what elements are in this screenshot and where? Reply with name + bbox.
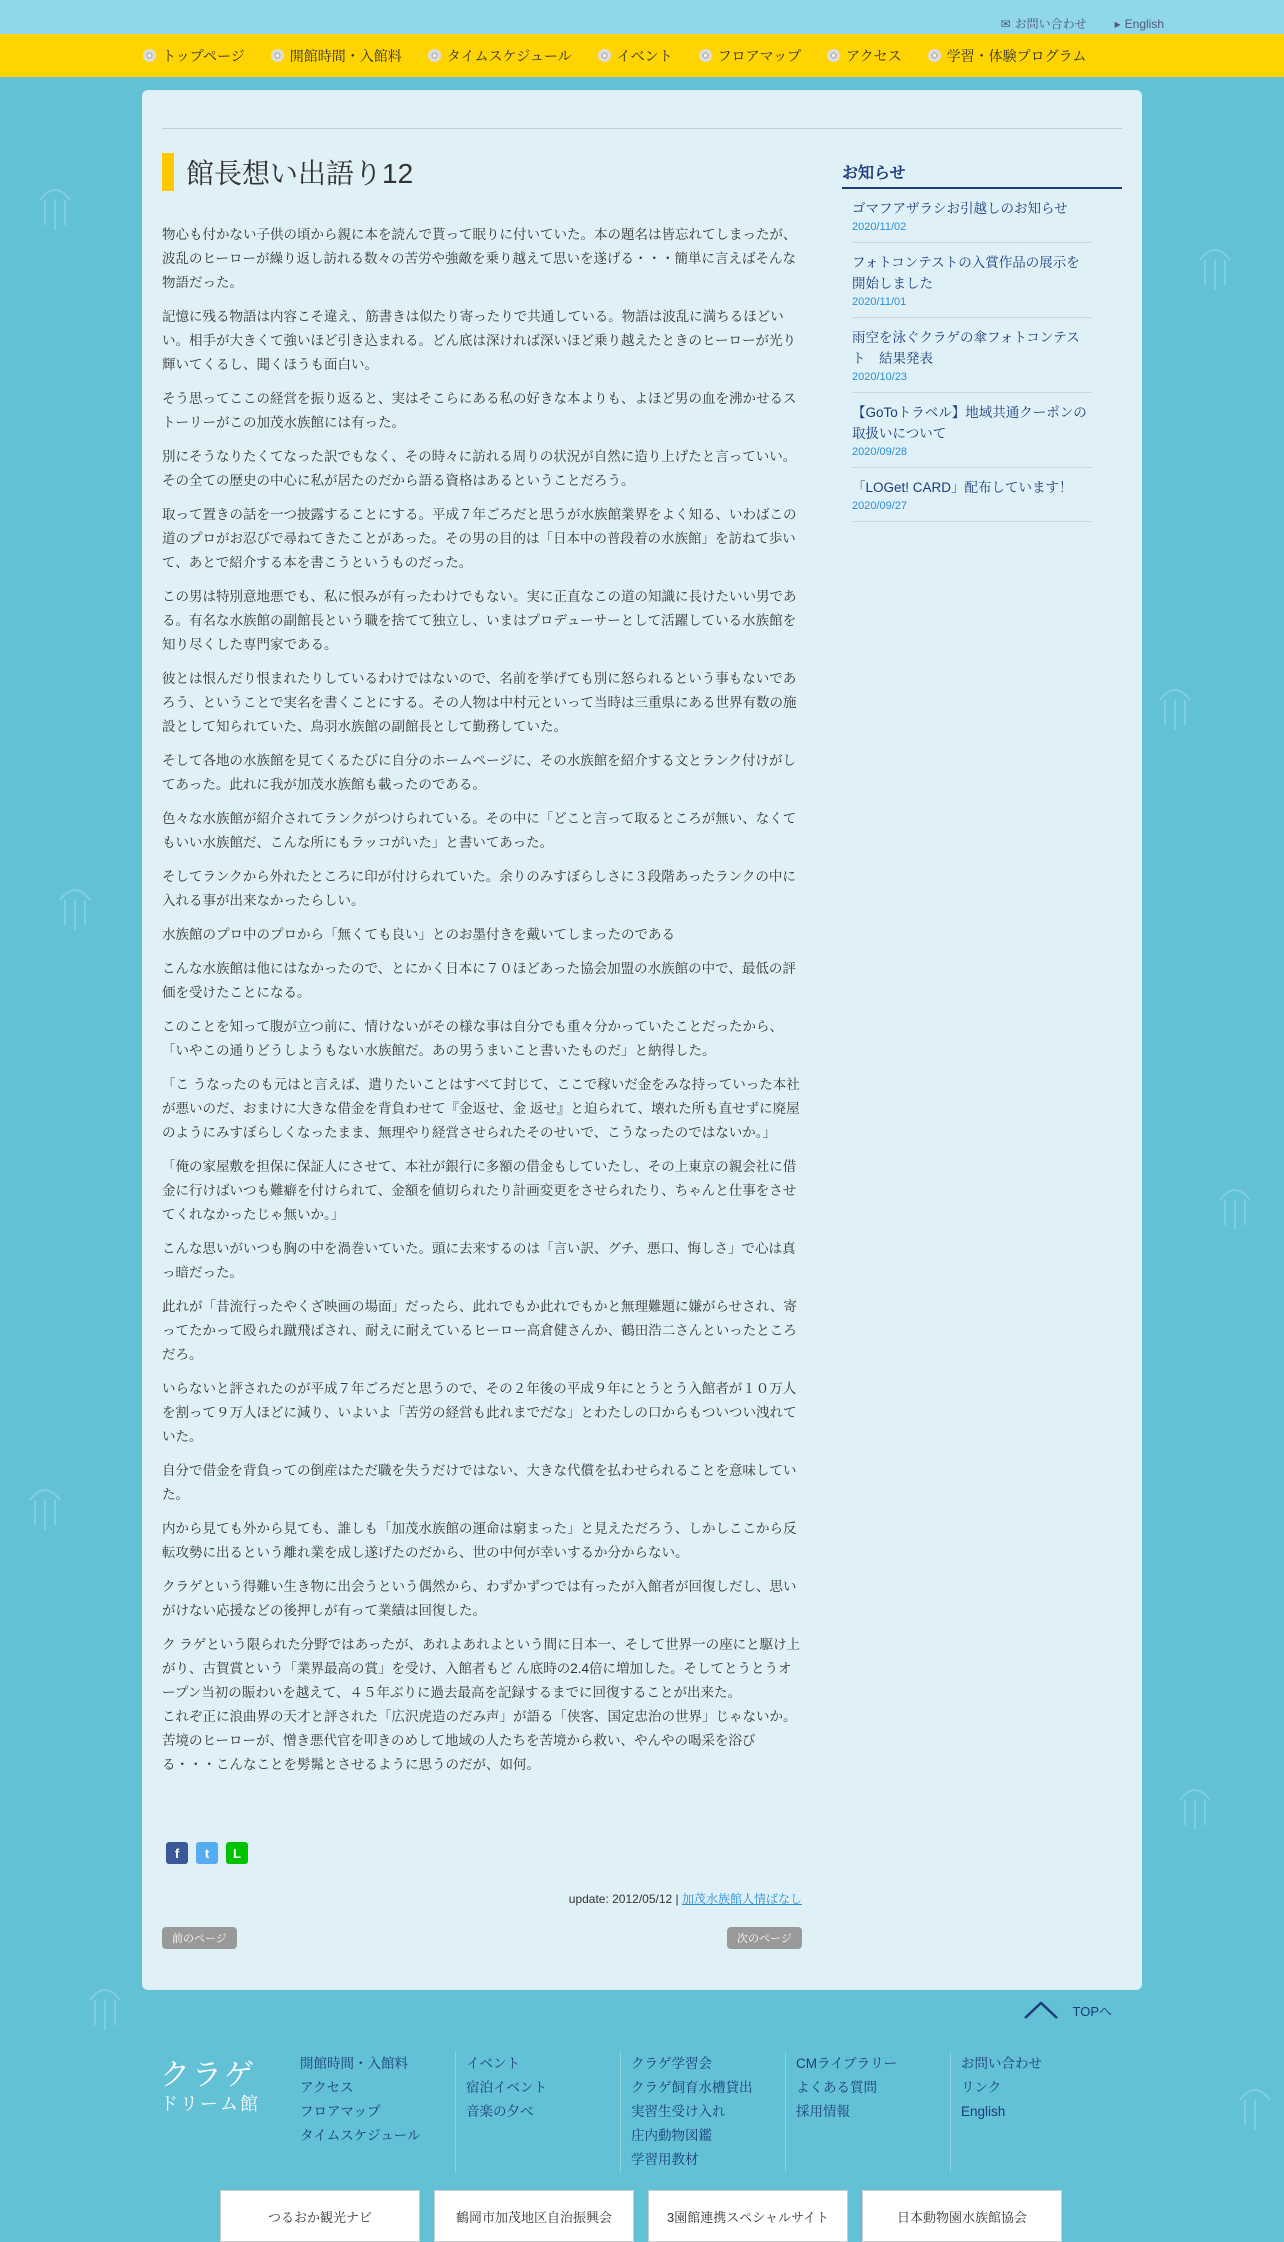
article-paragraph: 記憶に残る物語は内容こそ違え、筋書きは似たり寄ったりで共通している。物語は波乱に満ちるほどいい。相手が大きくて強いほど引き込まれる。どん底は深ければ深いほど乗り越えたときのヒーローが光り輝いてくるし、聞くほうも面白い。: [162, 309, 796, 372]
line-share-icon[interactable]: L: [226, 1842, 248, 1864]
footer-column: [950, 2052, 1115, 2172]
article-paragraph: 取って置きの話を一つ披露することにする。平成７年ごろだと思うが水族館業界をよく知る、いわばこの道のプロがお忍びで尋ねてきたことがあった。その男の目的は「日本中の普段着の水族館」を訪ねて歩いて、あとで紹介する本を書こうというものだった。: [162, 507, 797, 570]
footer-link[interactable]: 音楽の夕べ: [466, 2104, 534, 2119]
footer-column: [290, 2052, 455, 2172]
news-item[interactable]: [852, 243, 1092, 318]
next-page-button[interactable]: 次のページ: [727, 1927, 802, 1949]
footer-link[interactable]: よくある質問: [796, 2080, 877, 2095]
footer-banners: [220, 2190, 1062, 2242]
category-link[interactable]: 加茂水族館人情ばなし: [681, 1892, 802, 1906]
article-paragraph: そう思ってここの経営を振り返ると、実はそこらにある私の好きな本よりも、よほど男の血を沸かせるストーリーがこの加茂水族館には有った。: [162, 391, 797, 430]
article-paragraph: こんな水族館は他にはなかったので、とにかく日本に７０ほどあった協会加盟の水族館の中で、最低の評価を受けたことになる。: [162, 961, 796, 1000]
title-accent-bar: [162, 153, 174, 191]
contact-link[interactable]: ✉ お問い合わせ: [1000, 16, 1087, 31]
back-to-top-button[interactable]: TOPへ: [1023, 2000, 1113, 2020]
news-date: 2020/09/27: [852, 500, 908, 512]
nav-item-label: フロアマップ: [717, 47, 802, 64]
twitter-share-icon[interactable]: t: [196, 1842, 218, 1864]
news-item[interactable]: [852, 393, 1092, 468]
top-utility-bar: [0, 0, 1284, 34]
main-panel: [142, 90, 1142, 1990]
footer-link[interactable]: クラゲ学習会: [631, 2056, 712, 2071]
bullet-icon: [598, 49, 611, 62]
news-title: 「LOGet! CARD」配布しています！: [852, 480, 1073, 495]
footer-link[interactable]: リンク: [961, 2080, 1002, 2095]
footer-banner[interactable]: 3園館連携スペシャルサイト: [648, 2190, 848, 2242]
footer-link[interactable]: タイムスケジュール: [300, 2128, 421, 2143]
news-list: [842, 189, 1122, 522]
footer-link[interactable]: お問い合わせ: [961, 2056, 1042, 2071]
news-date: 2020/09/28: [852, 446, 908, 458]
article-paragraph: 物心も付かない子供の頃から親に本を読んで貰って眠りに付いていた。本の題名は皆忘れてしまったが、波乱のヒーローが繰り返し訪れる数々の苦労や強敵を乗り越えて思いを遂げる・・・簡単に言えばそんな物語だった。: [162, 227, 797, 290]
global-nav: [0, 34, 1284, 77]
nav-item-1[interactable]: [271, 46, 402, 66]
footer-link[interactable]: アクセス: [300, 2080, 354, 2095]
article-paragraph: 此れが「昔流行ったやくざ映画の場面」だったら、此れでもか此れでもかと無理難題に嫌がらせされ、寄ってたかって殴られ蹴飛ばされ、耐えに耐えているヒーロー高倉健さんか、鶴田浩二さんといったところだろ。: [162, 1299, 797, 1362]
nav-item-label: タイムスケジュール: [446, 47, 572, 64]
article-paragraph: 「こ うなったのも元はと言えば、遣りたいことはすべて封じて、ここで稼いだ金をみな持っていった本社が悪いのだ、おまけに大きな借金を背負わせて『金返せ、金 返せ』と迫られて、壊れた所も直せずに廃屋のようにみすぼらしくなったまま、無理やり経営させられたそのせいで、こうなったのではないか。」: [162, 1077, 800, 1140]
article-paragraph: いらないと評されたのが平成７年ごろだと思うので、その２年後の平成９年にとうとう入館者が１０万人を割って９万人ほどに減り、いよいよ「苦労の経営も此れまでだな」とわたしの口からもついつい洩れていた。: [162, 1381, 797, 1444]
footer-link[interactable]: English: [961, 2104, 1006, 2119]
news-item[interactable]: [852, 189, 1092, 243]
news-title: フォトコンテストの入賞作品の展示を開始しました: [852, 255, 1080, 291]
nav-item-label: イベント: [616, 47, 673, 64]
article-paragraph: クラゲという得難い生き物に出会うという偶然から、わずかずつでは有ったが入館者が回復しだし、思いがけない応援などの後押しが有って業績は回復した。: [162, 1579, 797, 1618]
bullet-icon: [699, 49, 712, 62]
footer-link[interactable]: 開館時間・入館料: [300, 2056, 408, 2071]
share-buttons: [166, 1842, 248, 1864]
bullet-icon: [428, 49, 441, 62]
divider: [162, 128, 1122, 129]
article-paragraph: こんな思いがいつも胸の中を渦巻いていた。頭に去来するのは「言い訳、グチ、悪口、悔しさ」で心は真っ暗だった。: [162, 1241, 796, 1280]
article-paragraph: 彼とは恨んだり恨まれたりしているわけではないので、名前を挙げても別に怒られるという事もないであろう、ということで実名を書くことにする。その人物は中村元といって当時は三重県にある世界有数の施設として知られていた、鳥羽水族館の副館長として勤務していた。: [162, 671, 797, 734]
footer-link[interactable]: 学習用教材: [631, 2152, 699, 2167]
article-paragraph: そしてランクから外れたところに印が付けられていた。余りのみすぼらしさに３段階あったランクの中に入れる事が出来なかったらしい。: [162, 869, 796, 908]
footer-link[interactable]: 実習生受け入れ: [631, 2104, 726, 2119]
footer-banner[interactable]: 鶴岡市加茂地区自治振興会: [434, 2190, 634, 2242]
footer-link[interactable]: クラゲ飼育水槽貸出: [631, 2080, 753, 2095]
article-paragraph: 別にそうなりたくてなった訳でもなく、その時々に訪れる周りの状況が自然に造り上げたと言っていい。その全ての歴史の中心に私が居たのだから語る資格はあるということだろう。: [162, 449, 797, 488]
news-item[interactable]: [852, 468, 1092, 522]
nav-item-label: 学習・体験プログラム: [946, 47, 1087, 64]
footer-link[interactable]: 採用情報: [796, 2104, 850, 2119]
nav-item-0[interactable]: [143, 46, 245, 66]
footer-links: [290, 2052, 1115, 2172]
footer-logo[interactable]: クラゲ ドリーム館: [160, 2059, 260, 2114]
footer-banner[interactable]: つるおか観光ナビ: [220, 2190, 420, 2242]
article-paragraph: 「俺の家屋敷を担保に保証人にさせて、本社が銀行に多額の借金もしていたし、その上東京の親会社に借金に行けばいつも難癖を付けられて、金額を値切られたり計画変更をさせられたり、ちゃんと仕事をさせてくれなかったじゃ無いか。」: [162, 1159, 797, 1222]
news-title: 雨空を泳ぐクラゲの傘フォトコンテスト 結果発表: [852, 330, 1080, 366]
bullet-icon: [143, 49, 156, 62]
news-date: 2020/11/02: [852, 221, 907, 233]
triangle-right-icon: ▸: [1114, 16, 1121, 31]
bullet-icon: [827, 49, 840, 62]
footer-link[interactable]: 宿泊イベント: [466, 2080, 547, 2095]
english-link[interactable]: ▸ English: [1114, 16, 1164, 31]
article-paragraph: 内から見ても外から見ても、誰しも「加茂水族館の運命は窮まった」と見えただろう、しかしここから反転攻勢に出るという離れ業を成し遂げたのだから、世の中何が幸いするか分からない。: [162, 1521, 797, 1560]
chevron-up-icon: [1023, 2000, 1059, 2020]
page-title: 館長想い出語り12: [186, 158, 414, 189]
nav-item-4[interactable]: [699, 46, 801, 66]
bullet-icon: [271, 49, 284, 62]
article-paragraph: この男は特別意地悪でも、私に恨みが有ったわけでもない。実に正直なこの道の知識に長けたいい男である。有名な水族館の副館長という職を捨てて独立し、いまはプロデューサーとして活躍している水族館を知り尽くした専門家である。: [162, 589, 797, 652]
footer-link[interactable]: 庄内動物図鑑: [631, 2128, 712, 2143]
news-heading: お知らせ: [842, 160, 1122, 189]
footer-link[interactable]: フロアマップ: [300, 2104, 381, 2119]
footer-banner[interactable]: 日本動物園水族館協会: [862, 2190, 1062, 2242]
article-paragraph: ク ラゲという限られた分野ではあったが、あれよあれよという間に日本一、そして世界一の座にと駆け上がり、古賀賞という「業界最高の賞」を受け、入館者もど ん底時の2.4倍に増加した。そしてとうとうオープン当初の賑わいを越えて、４５年ぶりに過去最高を記録するまでに回復することが出来た。 これぞ正に浪曲界の天才と評された「広沢虎造のだみ声」が語る「侠客、国定忠治の世界」じゃないか。苦境のヒーローが、憎き悪代官を叩きのめして地域の人たちを苦境から救い、やんやの喝采を浴びる・・・こんなことを髣髴とさせるように思うのだが、如何。: [162, 1637, 801, 1772]
nav-item-6[interactable]: [928, 46, 1087, 66]
page-heading: [162, 152, 413, 192]
prev-page-button[interactable]: 前のページ: [162, 1927, 237, 1949]
footer-column: [455, 2052, 620, 2172]
news-title: 【GoToトラベル】地域共通クーポンの取扱いについて: [852, 405, 1087, 441]
facebook-share-icon[interactable]: f: [166, 1842, 188, 1864]
footer-link[interactable]: CMライブラリー: [796, 2056, 898, 2071]
footer-column: [785, 2052, 950, 2172]
article-paragraph: そして各地の水族館を見てくるたびに自分のホームページに、その水族館を紹介する文とランク付けがしてあった。此れに我が加茂水族館も載ったのである。: [162, 753, 796, 792]
news-title: ゴマフアザラシお引越しのお知らせ: [852, 201, 1068, 216]
news-item[interactable]: [852, 318, 1092, 393]
article-paragraph: 水族館のプロ中のプロから「無くても良い」とのお墨付きを戴いてしまったのである: [162, 927, 675, 942]
bullet-icon: [928, 49, 941, 62]
update-line: update: 2012/05/12 | 加茂水族館人情ばなし: [568, 1892, 802, 1906]
article-paragraph: 色々な水族館が紹介されてランクがつけられている。その中に「どこと言って取るところが無い、なくてもいい水族館だ、こんな所にもラッコがいた」と書いてあった。: [162, 811, 797, 850]
article-paragraph: 自分で借金を背負っての倒産はただ職を失うだけではない、大きな代償を払わせられることを意味していた。: [162, 1463, 797, 1502]
mail-icon: ✉: [1000, 16, 1011, 31]
nav-item-label: トップページ: [162, 47, 245, 64]
news-date: 2020/10/23: [852, 371, 908, 383]
article-body: [162, 223, 802, 1787]
footer-column: [620, 2052, 785, 2172]
news-sidebar: [842, 160, 1122, 522]
nav-item-5[interactable]: [827, 46, 902, 66]
news-date: 2020/11/01: [852, 296, 907, 308]
article-paragraph: このことを知って腹が立つ前に、情けないがその様な事は自分でも重々分かっていたことだったから、「いやこの通りどうしようもない水族館だ。あの男うまいこと書いたものだ」と納得した。: [162, 1019, 783, 1058]
nav-item-2[interactable]: [428, 46, 572, 66]
footer-link[interactable]: イベント: [466, 2056, 520, 2071]
nav-item-3[interactable]: [598, 46, 673, 66]
nav-item-label: アクセス: [846, 47, 902, 64]
nav-item-label: 開館時間・入館料: [289, 47, 402, 64]
